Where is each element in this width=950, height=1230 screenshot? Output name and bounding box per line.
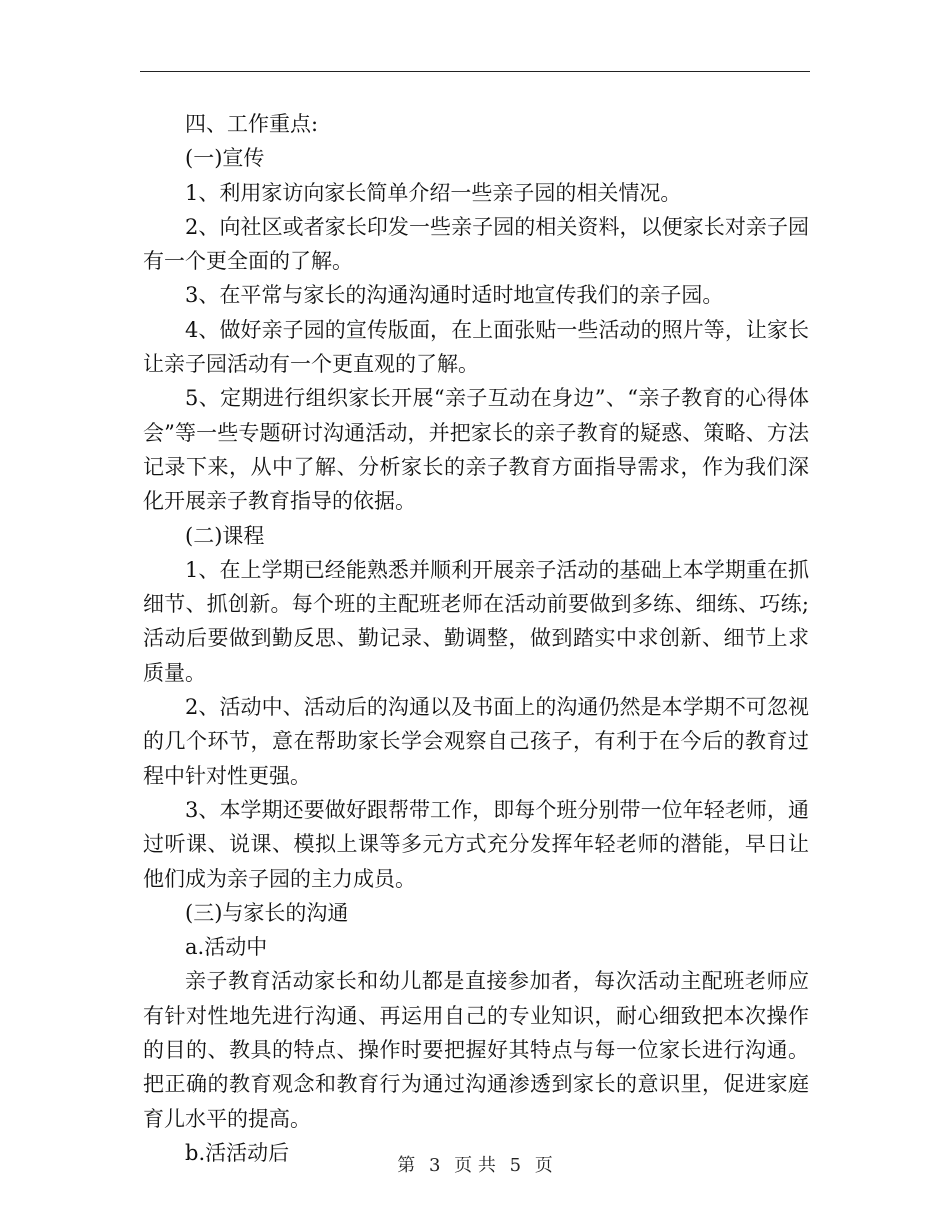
paragraph: 1、利用家访向家长简单介绍一些亲子园的相关情况。 [185, 180, 682, 205]
paragraph: 2、活动中、活动后的沟通以及书面上的沟通仍然是本学期不可忽视的几个环节，意在帮助家长学会观察自己孩子，有利于在今后的教育过程中针对性更强。 [143, 695, 809, 788]
paragraph: 4、做好亲子园的宣传版面，在上面张贴一些活动的照片等，让家长让亲子园活动有一个更直观的了解。 [143, 317, 809, 377]
section-heading-work-focus: 四、工作重点: [185, 112, 319, 136]
footer-current-page: 3 [428, 1155, 441, 1176]
paragraph: 2、向社区或者家长印发一些亲子园的相关资料，以便家长对亲子园有一个更全面的了解。 [143, 214, 809, 274]
footer-total-pages: 5 [509, 1155, 522, 1176]
subsection-heading-curriculum: (二)课程 [185, 523, 265, 548]
footer-suffix: 页 [534, 1155, 553, 1176]
subsection-heading-parent-communication: (三)与家长的沟通 [185, 900, 349, 925]
paragraph: 3、在平常与家长的沟通沟通时适时地宣传我们的亲子园。 [185, 283, 724, 308]
item-heading-during-activity: a.活动中 [185, 935, 268, 960]
subsection-heading-publicity: (一)宣传 [185, 146, 265, 171]
paragraph: 1、在上学期已经能熟悉并顺利开展亲子活动的基础上本学期重在抓细节、抓创新。每个班的主配班老师在活动前要做到多练、细练、巧练;活动后要做到勤反思、勤记录、勤调整，做到踏实中求创新、细节上求质量。 [143, 557, 809, 685]
footer-middle: 页 共 [454, 1155, 496, 1176]
document-body [143, 107, 809, 1170]
header-rule [140, 71, 810, 72]
page-footer [0, 1154, 950, 1178]
paragraph: 5、定期进行组织家长开展“亲子互动在身边”、“亲子教育的心得体会”等一些专题研讨沟通活动，并把家长的亲子教育的疑惑、策略、方法记录下来，从中了解、分析家长的亲子教育方面指导需求，作为我们深化开展亲子教育指导的依据。 [143, 386, 809, 514]
paragraph: 亲子教育活动家长和幼儿都是直接参加者，每次活动主配班老师应有针对性地先进行沟通、再运用自己的专业知识，耐心细致把本次操作的目的、教具的特点、操作时要把握好其特点与每一位家长进行沟通。把正确的教育观念和教育行为通过沟通渗透到家长的意识里，促进家庭育儿水平的提高。 [143, 969, 809, 1131]
paragraph: 3、本学期还要做好跟帮带工作，即每个班分别带一位年轻老师，通过听课、说课、模拟上课等多元方式充分发挥年轻老师的潜能，早日让他们成为亲子园的主力成员。 [143, 797, 809, 891]
item-heading-after-activity: b.活活动后 [185, 1140, 290, 1165]
footer-prefix: 第 [397, 1155, 416, 1176]
